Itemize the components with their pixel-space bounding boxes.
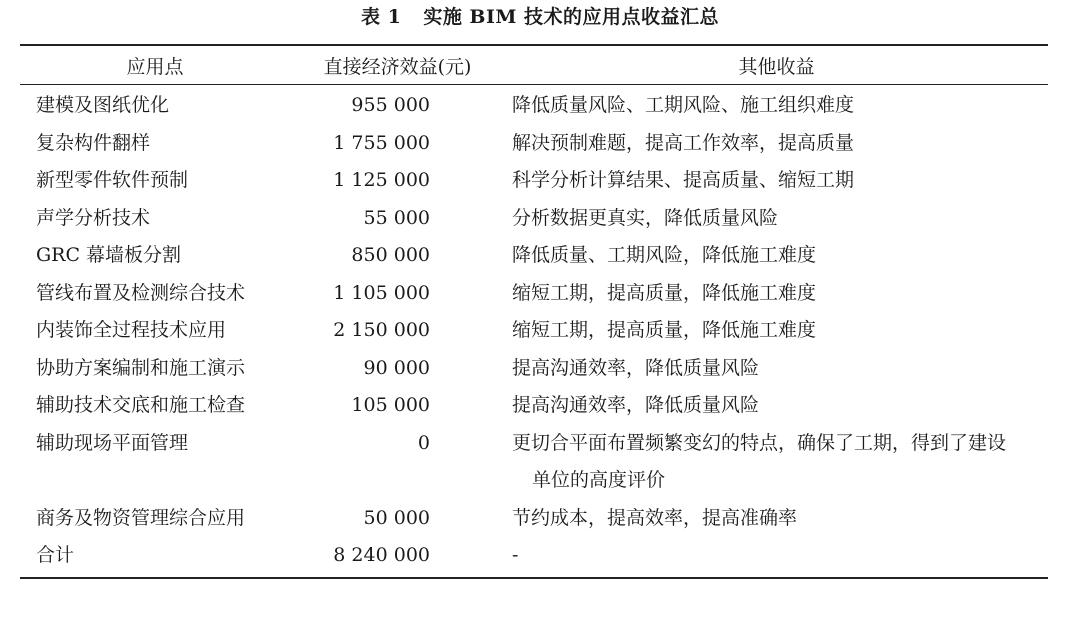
cell-direct-benefit: 1 125 000 <box>333 169 430 191</box>
cell-application-point: 合计 <box>36 544 75 566</box>
cell-other-benefits-line-1: 更切合平面布置频繁变幻的特点，确保了工期，得到了建设 <box>512 431 1007 454</box>
cell-application-point: 声学分析技术 <box>36 206 151 229</box>
cell-direct-benefit: 50 000 <box>363 506 430 529</box>
cell-application-point: 辅助技术交底和施工检查 <box>36 394 246 416</box>
cell-direct-benefit: 8 240 000 <box>333 544 430 566</box>
cell-other-benefits: 降低质量风险、工期风险、施工组织难度 <box>512 94 855 116</box>
table-header-row <box>20 46 1048 85</box>
cell-direct-benefit: 90 000 <box>363 356 430 379</box>
cell-application-point: 复杂构件翻样 <box>36 131 151 154</box>
table-row <box>20 162 1048 200</box>
table-row <box>20 275 1048 313</box>
cell-application-point: 建模及图纸优化 <box>36 94 170 116</box>
cell-other-benefits: 科学分析计算结果、提高质量、缩短工期 <box>512 169 855 191</box>
cell-other-benefits: 提高沟通效率，降低质量风险 <box>512 394 760 416</box>
cell-other-benefits: 节约成本，提高效率，提高准确率 <box>512 506 798 529</box>
table-row <box>20 200 1048 238</box>
cell-direct-benefit: 955 000 <box>351 94 430 116</box>
header-application-point: 应用点 <box>126 55 184 78</box>
cell-other-benefits: 提高沟通效率，降低质量风险 <box>512 356 760 379</box>
cell-direct-benefit: 55 000 <box>363 206 430 229</box>
table-caption <box>0 4 1080 30</box>
table-row <box>20 87 1048 125</box>
table-row <box>20 425 1048 500</box>
table-title: 实施 BIM 技术的应用点收益汇总 <box>423 6 720 28</box>
cell-other-benefits: 解决预制难题，提高工作效率，提高质量 <box>512 131 855 154</box>
table-row <box>20 237 1048 275</box>
table-row-total <box>20 537 1048 575</box>
table-number: 表 1 <box>360 6 402 28</box>
cell-other-benefits: 降低质量、工期风险，降低施工难度 <box>512 244 817 266</box>
cell-direct-benefit: 0 <box>417 431 430 454</box>
cell-application-point: 管线布置及检测综合技术 <box>36 281 246 304</box>
cell-other-benefits <box>430 425 1048 500</box>
cell-application-point: 新型零件软件预制 <box>36 169 189 191</box>
cell-other-benefits: 分析数据更真实，降低质量风险 <box>512 206 779 229</box>
table-body <box>20 87 1048 575</box>
cell-direct-benefit: 2 150 000 <box>333 319 430 341</box>
cell-other-benefits: - <box>512 544 519 566</box>
cell-direct-benefit: 105 000 <box>351 394 430 416</box>
table-row <box>20 350 1048 388</box>
cell-other-benefits: 缩短工期，提高质量，降低施工难度 <box>512 281 817 304</box>
cell-application-point: GRC 幕墙板分割 <box>36 244 182 266</box>
cell-application-point: 内装饰全过程技术应用 <box>36 319 227 341</box>
cell-application-point: 商务及物资管理综合应用 <box>36 506 246 529</box>
table-row <box>20 387 1048 425</box>
cell-direct-benefit: 1 755 000 <box>333 131 430 154</box>
cell-direct-benefit: 850 000 <box>351 244 430 266</box>
benefit-table <box>20 44 1048 579</box>
header-other-benefits: 其他收益 <box>738 55 815 78</box>
cell-other-benefits-line-2: 单位的高度评价 <box>532 469 666 491</box>
cell-other-benefits: 缩短工期，提高质量，降低施工难度 <box>512 319 817 341</box>
table-row <box>20 125 1048 163</box>
header-direct-benefit: 直接经济效益(元) <box>323 55 472 78</box>
table-row <box>20 500 1048 538</box>
cell-application-point: 协助方案编制和施工演示 <box>36 356 246 379</box>
cell-application-point: 辅助现场平面管理 <box>36 431 189 454</box>
cell-direct-benefit: 1 105 000 <box>333 281 430 304</box>
table-row <box>20 312 1048 350</box>
